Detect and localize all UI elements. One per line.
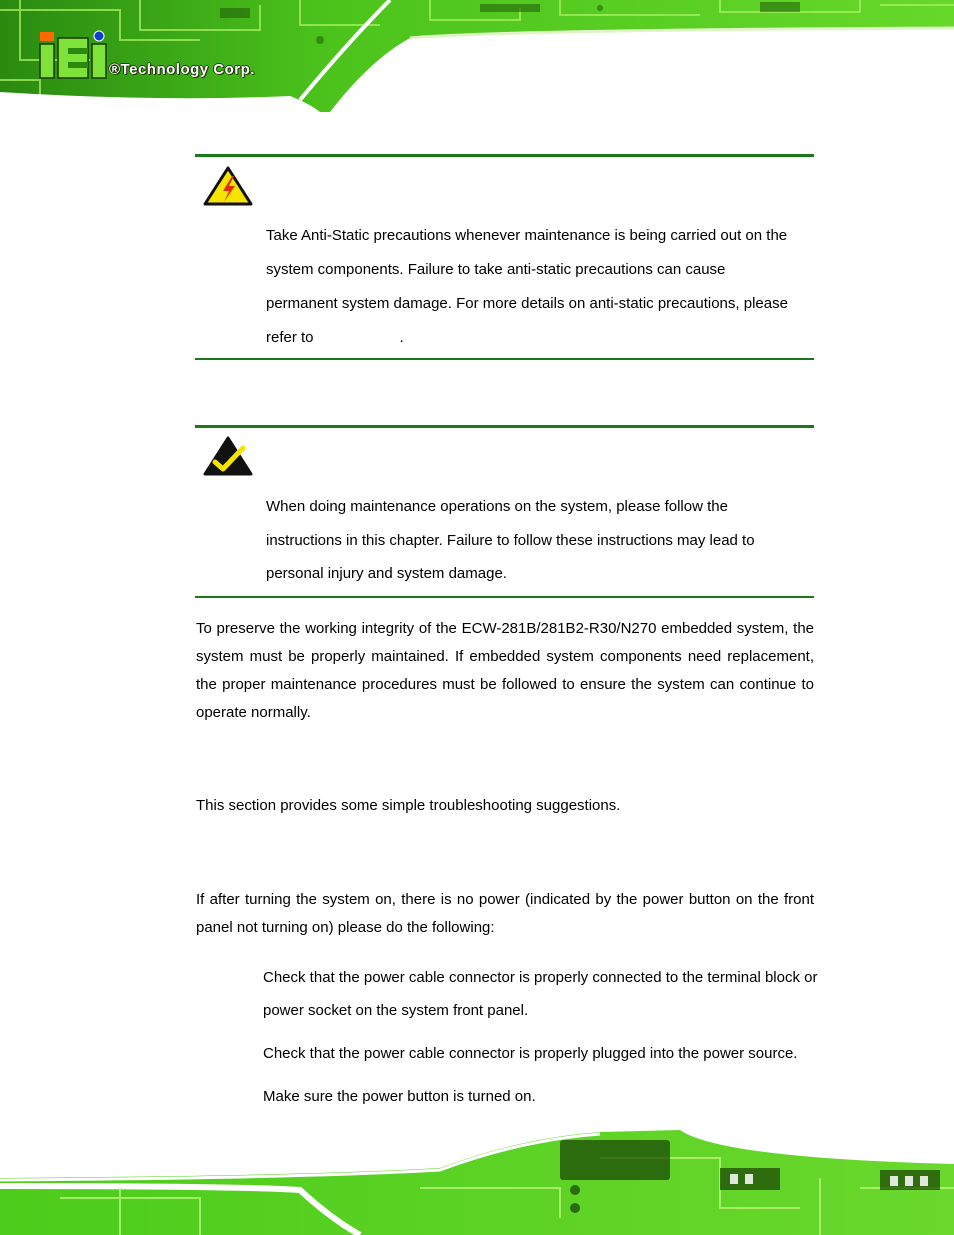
warning-box	[195, 154, 814, 360]
list-item: Make sure the power button is turned on.	[263, 1088, 536, 1105]
logo-tagline: ®Technology Corp.	[109, 61, 255, 78]
no-power-paragraph: If after turning the system on, there is no power (indicated by the power button on the front panel not turning on) please do the following:	[196, 891, 814, 936]
intro-paragraph: To preserve the working integrity of the ECW-281B/281B2-R30/N270 embedded system, the system must be properly maintained. If embedded system components need replacement, the proper maintenance procedures must be followed to ensure the system can continue to operate normally.	[196, 620, 814, 721]
warning-icon	[203, 166, 253, 206]
warning-line	[266, 321, 811, 355]
note-line: personal injury and system damage.	[266, 565, 507, 582]
note-line: instructions in this chapter. Failure to follow these instructions may lead to	[266, 531, 755, 549]
footer-circuit-banner	[0, 1128, 954, 1235]
list-item: Check that the power cable connector is properly plugged into the power source.	[263, 1045, 798, 1062]
iei-logo-icon	[38, 30, 108, 80]
warning-line: Take Anti-Static precautions whenever maintenance is being carried out on the	[266, 227, 788, 244]
list-item: Check that the power cable connector is properly connected to the terminal block or power socket on the system front panel.	[263, 969, 818, 1019]
warning-refer-suffix: .	[399, 329, 404, 346]
warning-line: permanent system damage. For more details on anti-static precautions, please	[266, 295, 788, 312]
warning-refer-prefix: refer to	[266, 329, 314, 346]
note-text	[266, 490, 811, 591]
note-line: When doing maintenance operations on the system, please follow the	[266, 498, 728, 515]
note-checkmark-icon	[203, 436, 253, 476]
troubleshooting-paragraph: This section provides some simple troubleshooting suggestions.	[196, 797, 621, 814]
note-box	[195, 425, 814, 598]
warning-line: system components. Failure to take anti-static precautions can cause	[266, 261, 726, 278]
warning-text	[266, 219, 811, 355]
